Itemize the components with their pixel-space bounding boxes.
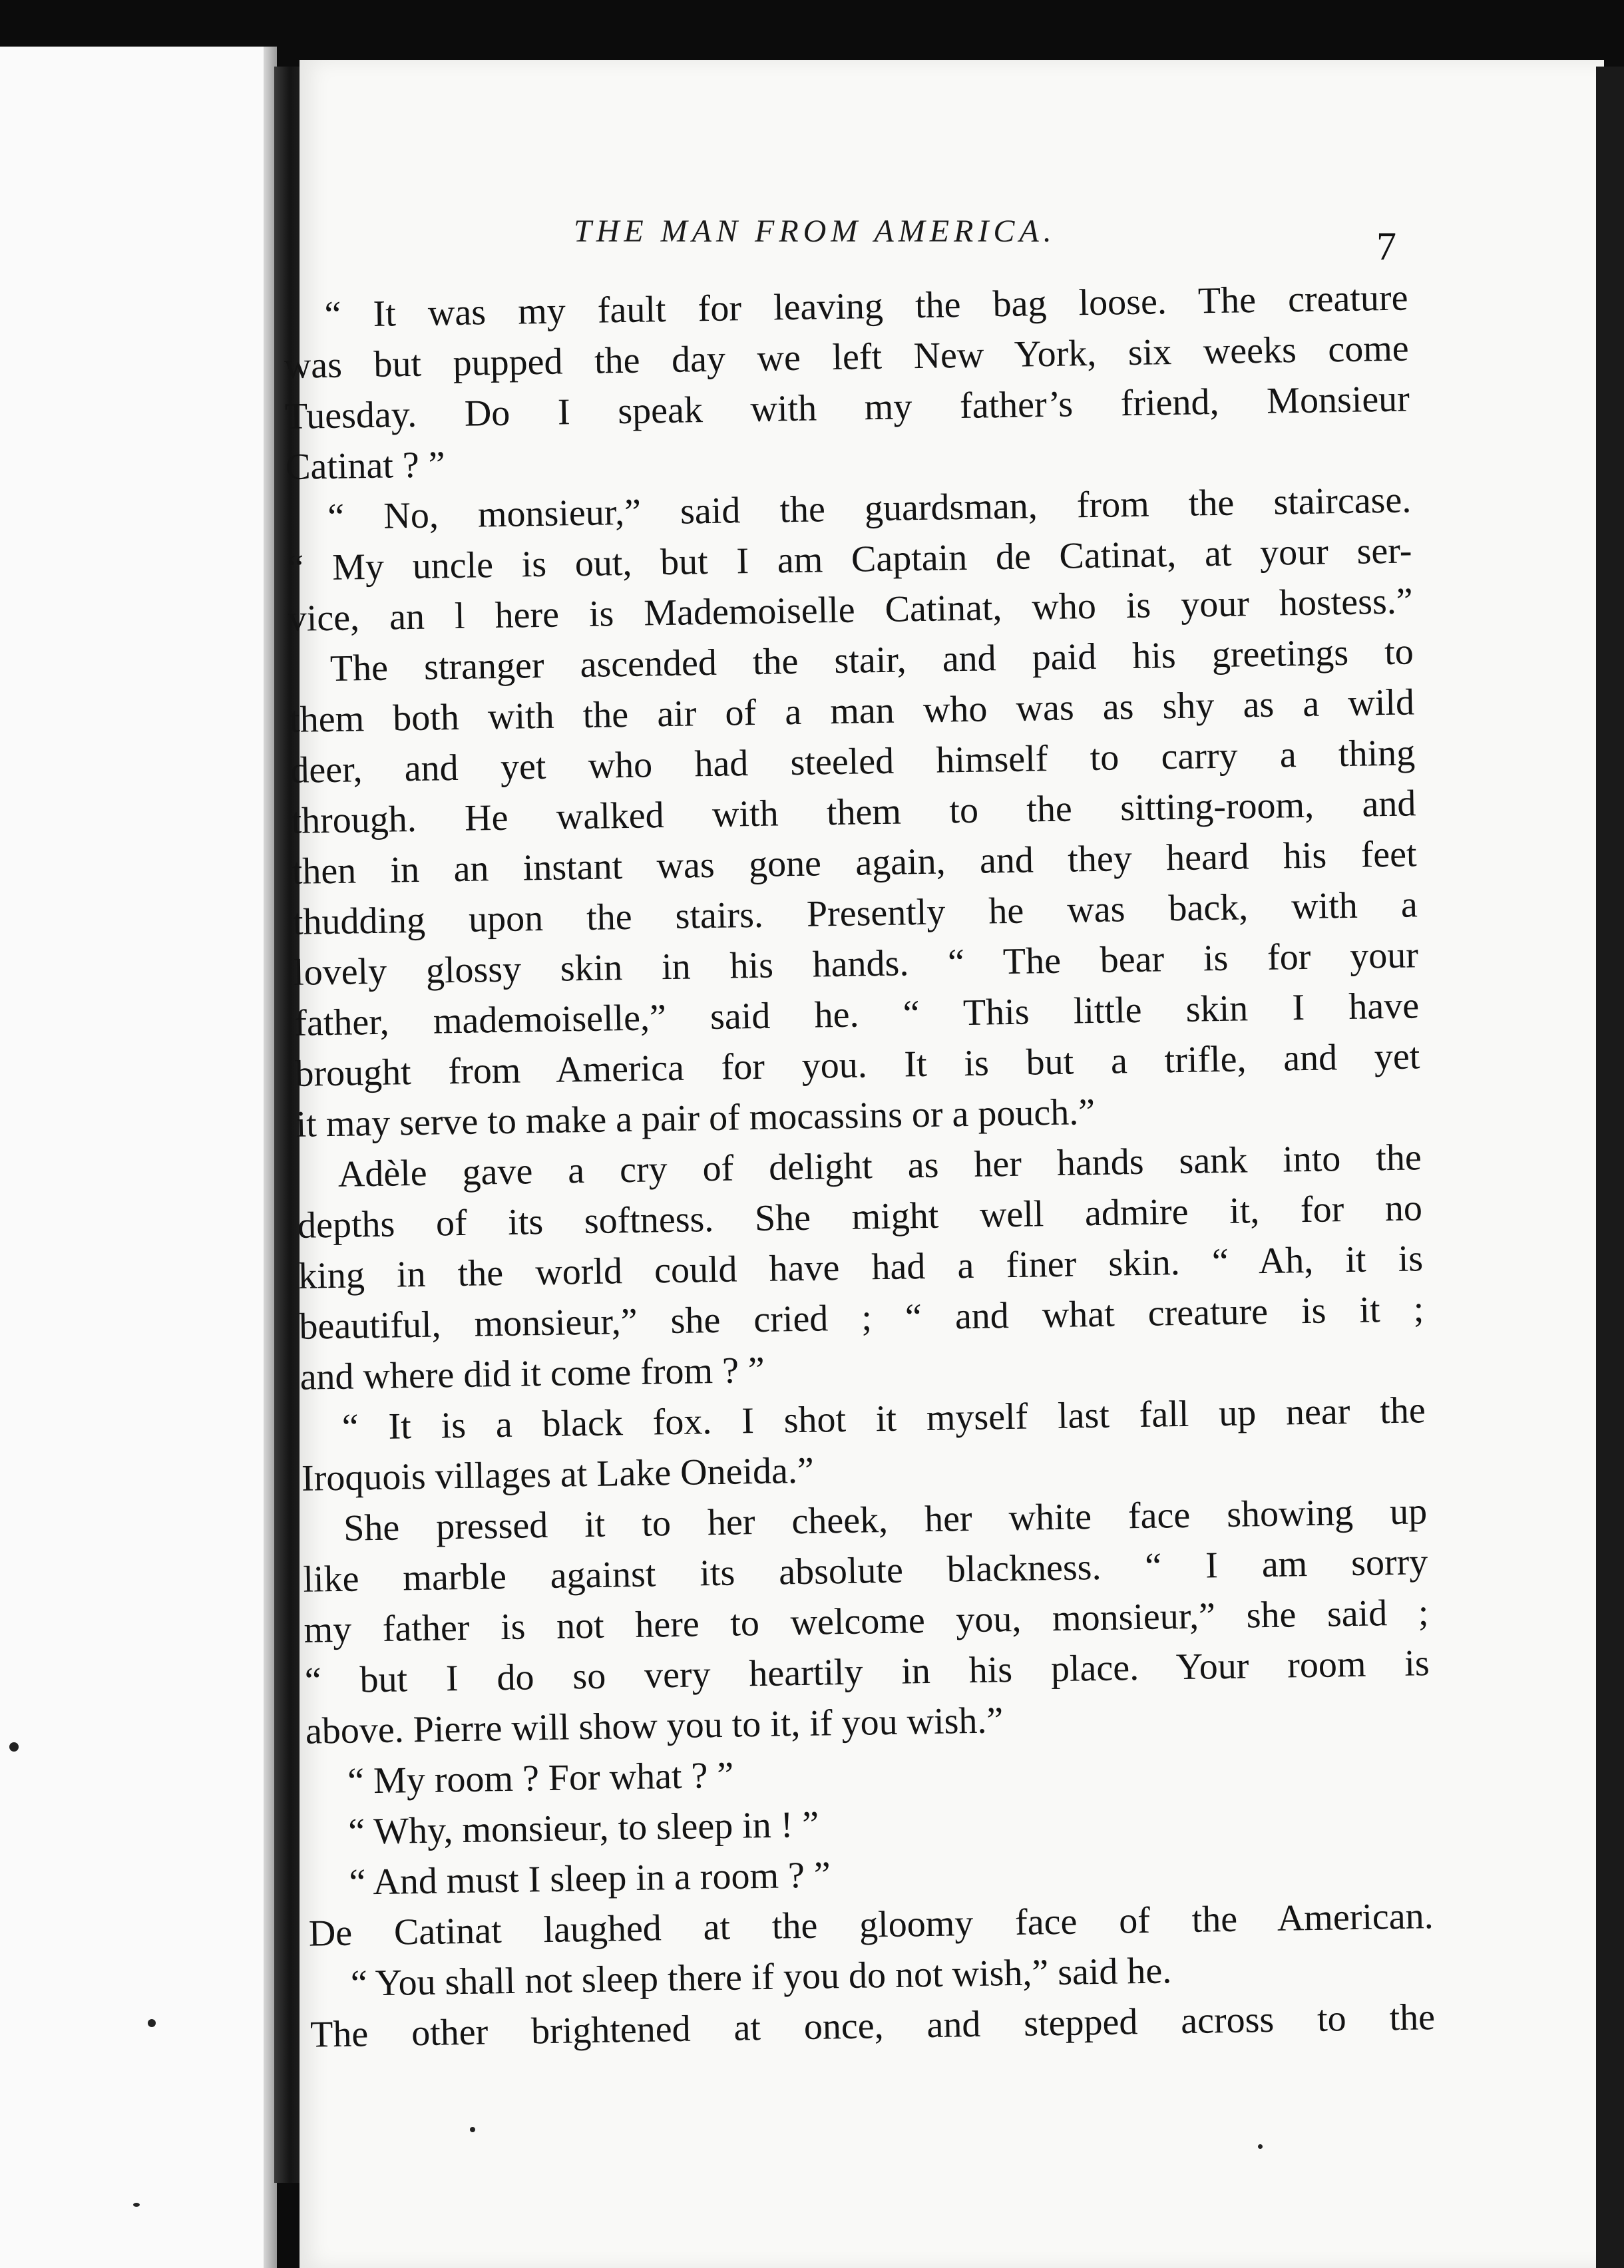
text-line: “ My room ? For what ? ” <box>347 1754 734 1802</box>
text-line: thudding upon the stairs. Presently he was back, with a <box>292 884 1418 943</box>
text-line: was but pupped the day we left New York, six weeks come <box>284 327 1410 387</box>
scan-speck <box>148 2019 156 2027</box>
text-line: them both with the air of a man who was as shy as a wild <box>289 681 1415 741</box>
text-line: beautiful, monsieur,” she cried ; “ and what creature is it ; <box>298 1288 1424 1348</box>
scan-speck <box>9 1742 19 1752</box>
scan-speck <box>1258 2144 1263 2149</box>
text-line: “ It is a black fox. I shot it myself last fall up near the <box>341 1390 1426 1448</box>
text-line: The stranger ascended the stair, and paid his greetings to <box>329 631 1414 689</box>
text-line: depths of its softness. She might well admire it, for no <box>297 1187 1423 1246</box>
text-line: “ but I do so very heartily in his place. Your room is <box>304 1642 1430 1702</box>
text-line: deer, and yet who had steeled himself to carry a thing <box>290 732 1416 791</box>
running-head: THE MAN FROM AMERICA. <box>574 214 1056 249</box>
text-line: “ Why, monsieur, to sleep in ! ” <box>347 1803 819 1853</box>
text-line: “ It was my fault for leaving the bag loose. The creature <box>324 277 1408 336</box>
text-line: The other brightened at once, and stepped across to the <box>309 1996 1436 2056</box>
text-line: like marble against its absolute blackness. “ I am sorry <box>302 1541 1428 1601</box>
text-line: brought from America for you. It is but a trifle, and yet <box>295 1036 1420 1095</box>
text-line: through. He walked with them to the sitting-room, and <box>291 783 1416 842</box>
right-page-edge <box>1596 67 1624 2268</box>
text-line: She pressed it to her cheek, her white face showing up <box>343 1491 1428 1549</box>
text-line: Adèle gave a cry of delight as her hands sank into the <box>337 1137 1422 1195</box>
scan-speck <box>133 2203 140 2207</box>
text-line: it may serve to make a pair of mocassins or a pouch.” <box>296 1091 1096 1145</box>
text-line: above. Pierre will show you to it, if you wish.” <box>305 1700 1004 1752</box>
text-line: Tuesday. Do I speak with my father’s friend, Monsieur <box>284 378 1410 437</box>
left-facing-page <box>0 47 274 2268</box>
text-line: king in the world could have had a finer skin. “ Ah, it is <box>298 1238 1424 1297</box>
text-line: and where did it come from ? ” <box>300 1349 765 1398</box>
text-line: “ My uncle is out, but I am Captain de Catinat, at your ser- <box>287 530 1412 589</box>
text-line: then in an instant was gone again, and they heard his feet <box>292 833 1418 892</box>
text-line: “ No, monsieur,” said the guardsman, from the staircase. <box>327 479 1412 538</box>
scan-speck <box>470 2127 475 2132</box>
text-line: vice, an l here is Mademoiselle Catinat, who is your hostess.” <box>288 580 1414 640</box>
text-line: “ You shall not sleep there if you do not wish,” said he. <box>350 1950 1172 2004</box>
text-line: De Catinat laughed at the gloomy face of the American. <box>308 1895 1434 1955</box>
text-line: lovely glossy skin in his hands. “ The bear is for your <box>293 934 1419 994</box>
text-line: “ And must I sleep in a room ? ” <box>349 1854 831 1903</box>
text-line: my father is not here to welcome you, monsieur,” she said ; <box>304 1592 1429 1651</box>
page-number: 7 <box>1376 224 1396 268</box>
text-line: Catinat ? ” <box>285 444 446 488</box>
text-line: Iroquois villages at Lake Oneida.” <box>301 1449 815 1499</box>
text-line: father, mademoiselle,” said he. “ This little skin I have <box>294 985 1420 1044</box>
body-text <box>283 272 1436 2060</box>
